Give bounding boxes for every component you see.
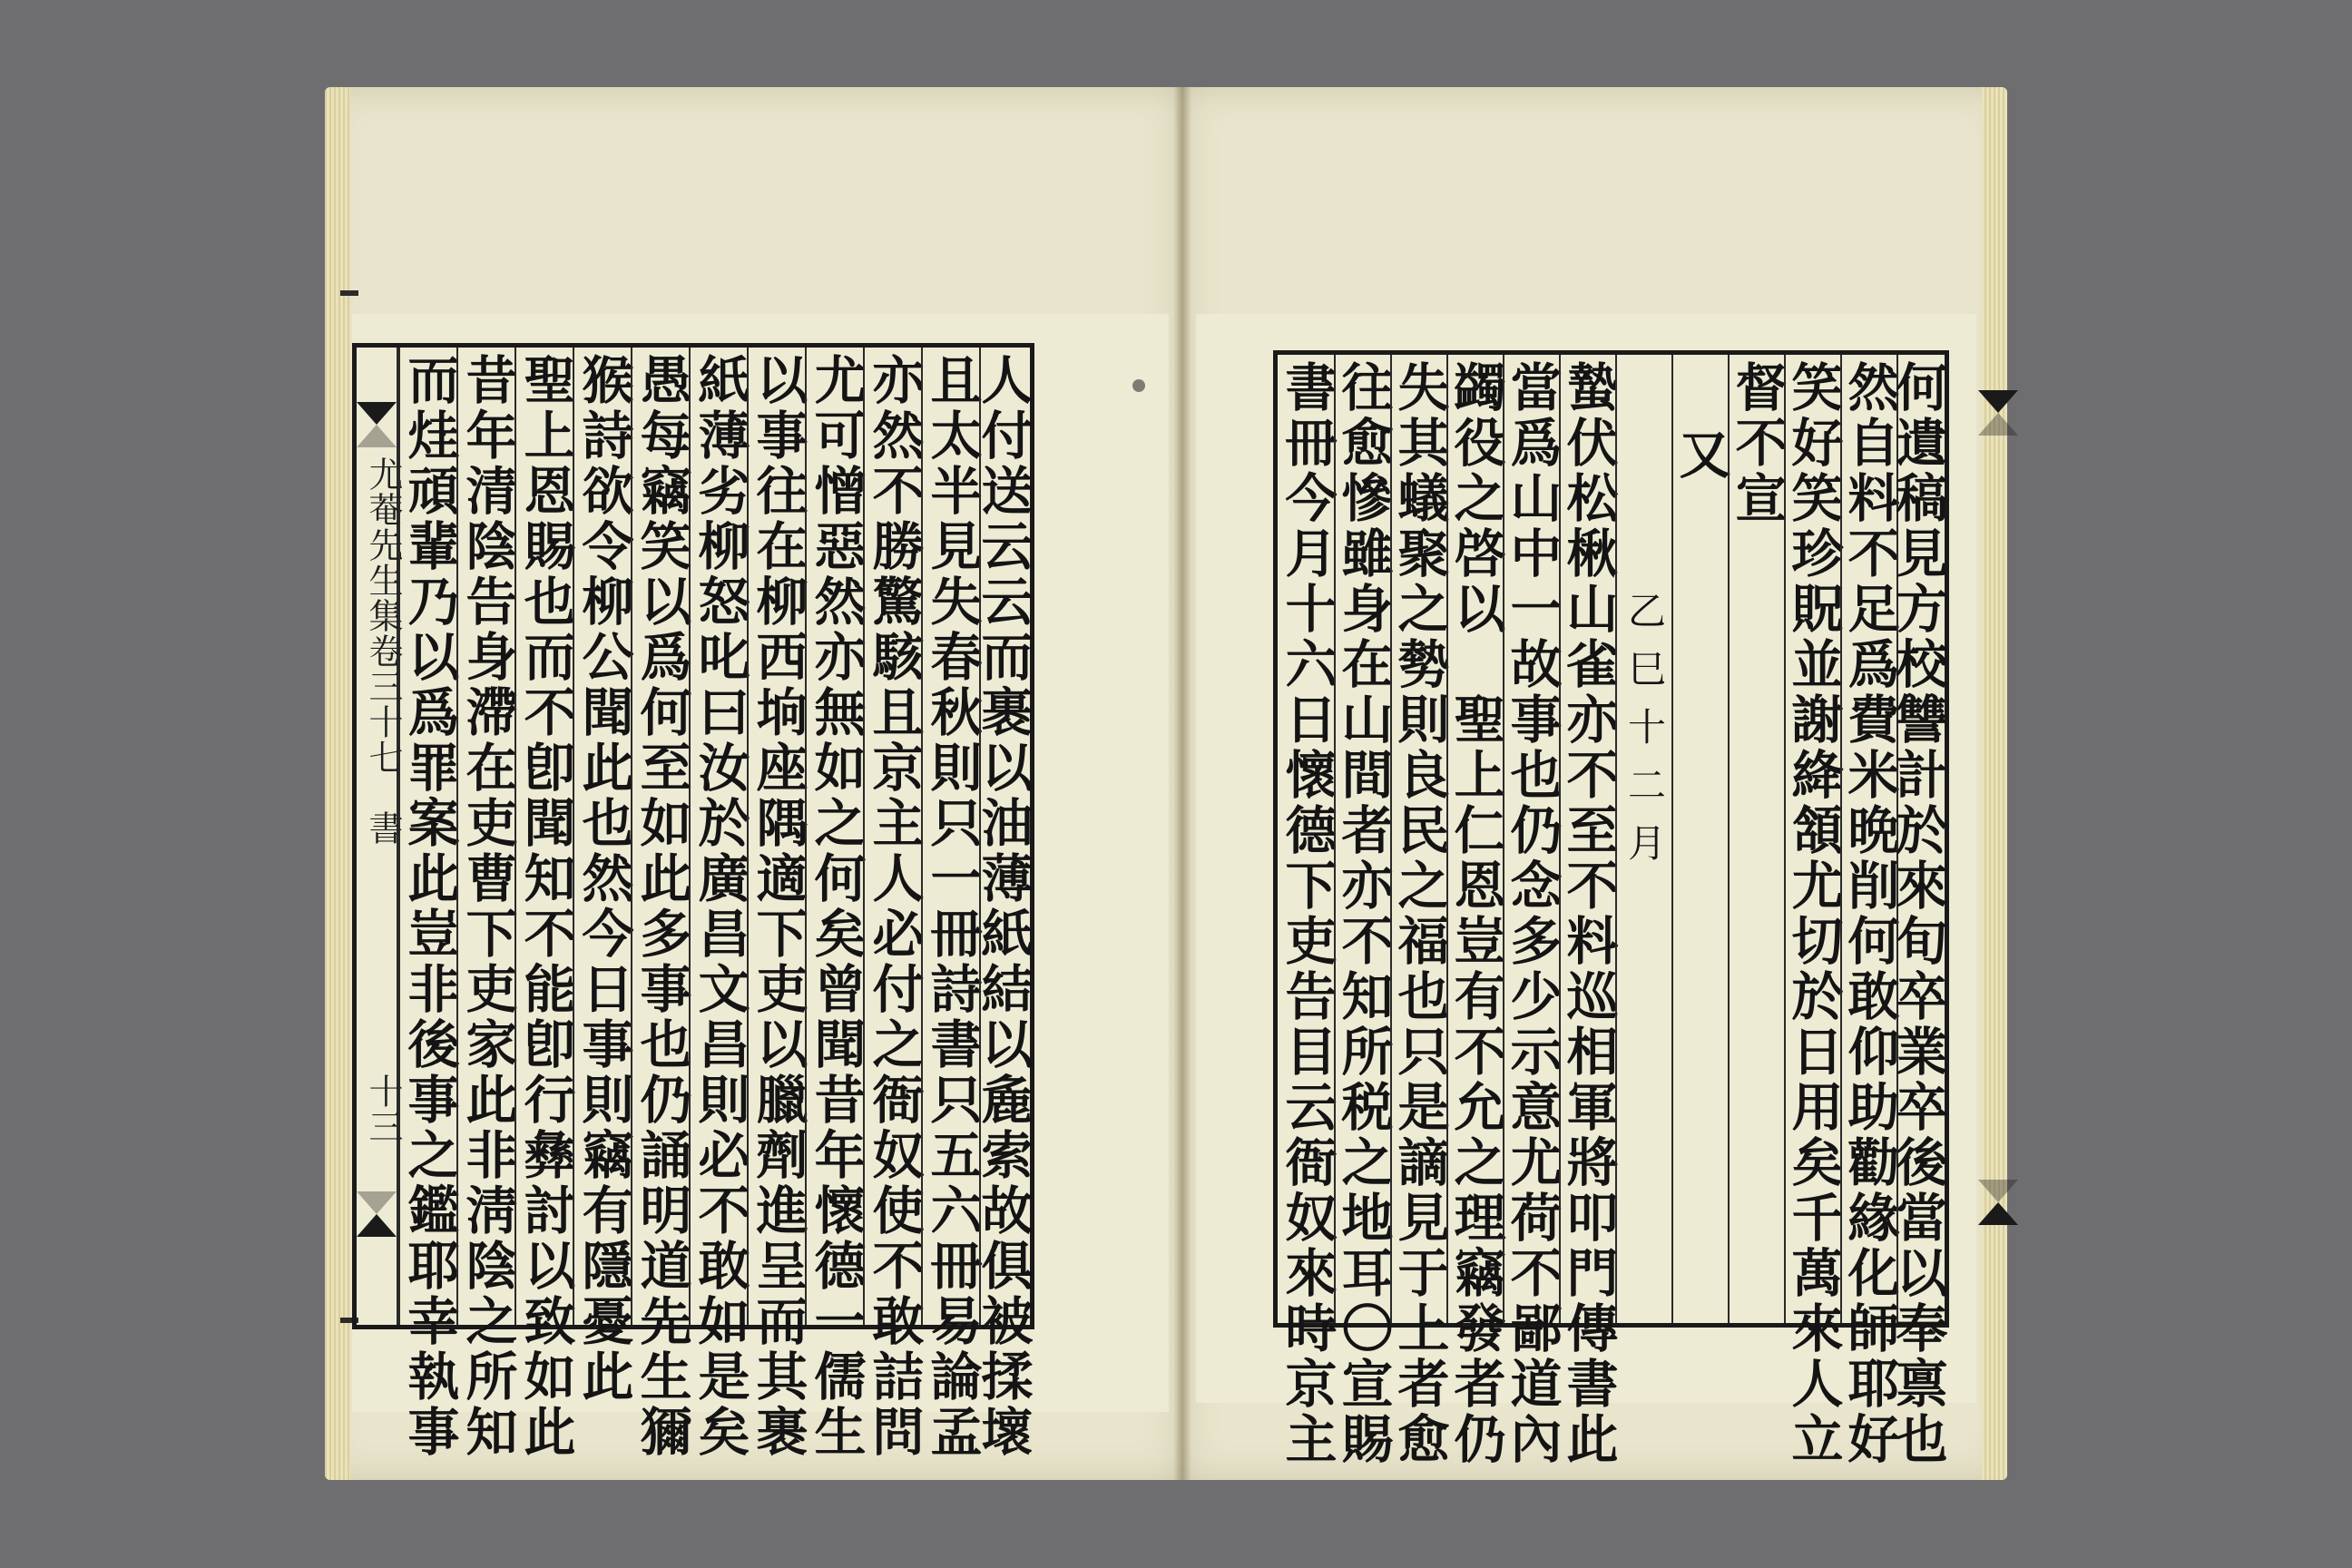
ink-blot	[1132, 379, 1145, 392]
text-column: 人付送云云而裹以油薄紙結以麁索故俱被揉壞	[979, 348, 1030, 1325]
text-column: 紙薄劣柳怒叱曰汝於廣昌文昌則必不敢如是矣	[689, 348, 747, 1325]
text-column: 以事往在柳西垧座隅適下吏以臘劑進呈而其裹	[747, 348, 805, 1325]
text-column: 愚每竊笑以爲何至如此多事也仍誦明道先生獮	[631, 348, 689, 1325]
text-column: 聖上恩賜也而不卽聞知不能卽行彝討以致如此	[514, 348, 573, 1325]
text-column: 當爲山中一故事也仍念多少示意尤荷不鄙道內	[1503, 355, 1559, 1323]
text-column: 亦然不勝驚駭且京主人必付之衙奴使不敢詰問	[863, 348, 921, 1325]
text-column: 失其蟻聚之勢則良民之福也只是謫見于上者愈	[1390, 355, 1446, 1323]
page-number: 十三	[363, 1073, 403, 1144]
text-column: 蠲役之啓以 聖上仁恩豈有不允之理竊發者仍	[1446, 355, 1503, 1323]
book-gutter	[1173, 87, 1191, 1480]
section-label: 書	[363, 810, 403, 846]
text-column: 且太半見失春秋則只一冊詩書只五六冊易論孟	[921, 348, 979, 1325]
left-text-block	[352, 343, 1034, 1460]
right-page-edge	[1982, 87, 2007, 1480]
text-column: 猴詩欲令柳公聞此也然今日事則竊有隱憂此	[573, 348, 631, 1325]
text-column: 何遺稿見方校讐計於來旬卒業卒後當以奉禀也	[1896, 355, 1945, 1323]
text-column: 書冊今月十六日懷德下吏告目云衙奴來時京主	[1277, 360, 1338, 1467]
right-text-block	[1273, 350, 1949, 1467]
fish-tail-mark-icon	[357, 1191, 397, 1237]
text-column: 往愈慘雖身在山間者亦不知所税之地耳〇宣賜	[1334, 355, 1390, 1323]
text-column: 然自料不足爲費米晩削何敢仰助勸緣化師耶好	[1840, 355, 1896, 1323]
fish-tail-mark-icon	[1978, 390, 2018, 436]
text-column: 笑好笑珍貺並謝絳頷尤切於日用矣千萬來人立	[1784, 355, 1840, 1323]
text-column: 督不宣	[1728, 355, 1784, 1323]
collection-title: 尤菴先生集卷三十七	[363, 456, 403, 775]
date-column: 乙巳十二月	[1615, 355, 1671, 1323]
text-column: 昔年清陰告身滯在吏曹下吏家此非淸陰之所知	[456, 348, 514, 1325]
binding-thread	[340, 290, 358, 296]
block-center-strip	[357, 348, 403, 1325]
text-column: 蟄伏松楸山雀亦不至不料巡相軍將叩門傳書此	[1559, 355, 1615, 1323]
fish-tail-mark-icon	[357, 402, 397, 447]
heading-column: 又	[1671, 355, 1728, 1323]
fish-tail-mark-icon	[1978, 1180, 2018, 1225]
left-page-edge	[325, 87, 350, 1480]
text-column: 而烓頑輩乃以爲罪案此豈非後事之鑑耶幸執事	[398, 348, 456, 1325]
text-column: 尤可憎惡然亦無如之何矣曾聞昔年懷德一儒生	[805, 348, 863, 1325]
